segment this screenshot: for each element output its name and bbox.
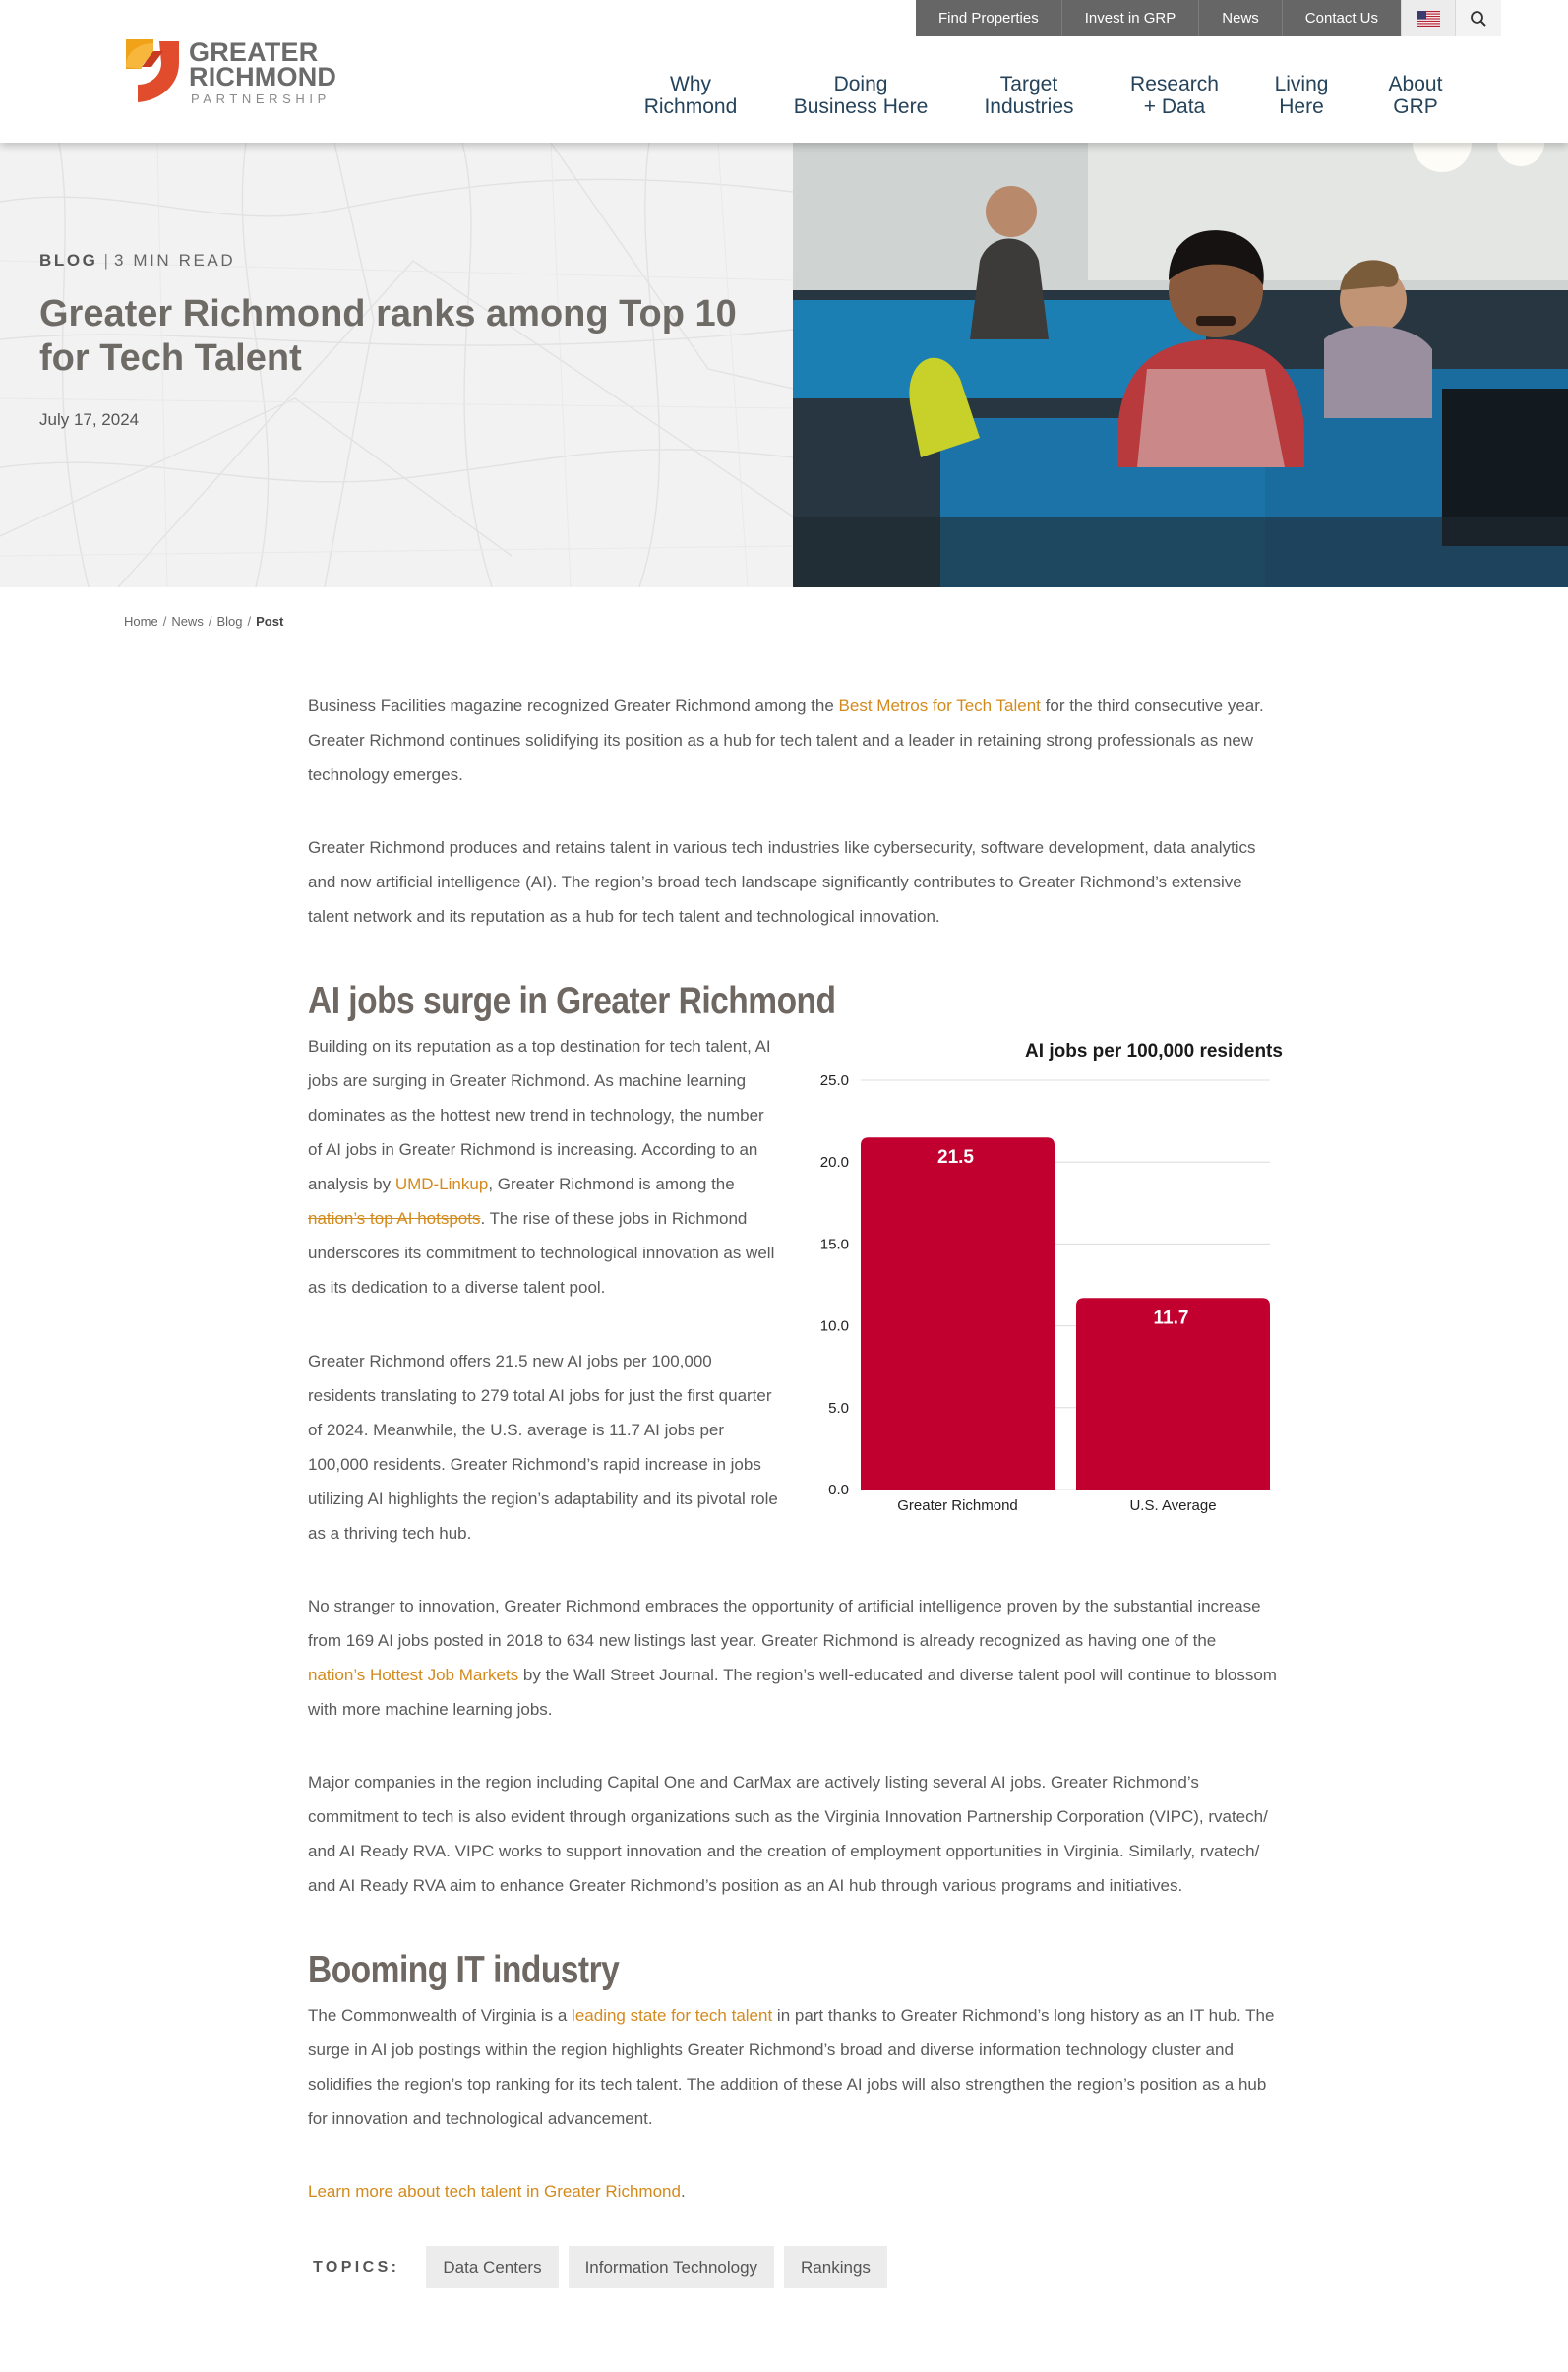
topic-chip-data-centers[interactable]: Data Centers [426, 2246, 558, 2288]
heading-ai-jobs: AI jobs surge in Greater Richmond [308, 980, 836, 1022]
breadcrumb-blog[interactable]: Blog [216, 614, 243, 629]
post-category: BLOG [39, 251, 98, 270]
hottest-job-markets-link[interactable]: nation’s Hottest Job Markets [308, 1666, 519, 1684]
topic-chip-information-technology[interactable]: Information Technology [569, 2246, 774, 2288]
logo-wordmark-line1: GREATER [189, 37, 319, 67]
hero-photo [793, 143, 1568, 587]
nav-item-target-industries[interactable]: Target Industries [984, 73, 1074, 118]
nav-item-research-data[interactable]: Research + Data [1130, 73, 1219, 118]
chart-bar [861, 1137, 1055, 1490]
nav-item-about-grp[interactable]: About GRP [1388, 73, 1443, 118]
umd-linkup-link[interactable]: UMD-Linkup [394, 1175, 489, 1193]
office-photo-illustration [793, 143, 1568, 587]
utility-link-find-properties[interactable]: Find Properties [916, 0, 1062, 36]
topics-label: TOPICS: [313, 2258, 400, 2276]
hero-eyebrow: BLOG | 3 MIN READ [39, 251, 236, 270]
page-title: Greater Richmond ranks among Top 10 for Tech Talent [39, 293, 737, 379]
logo-wordmark-line3: PARTNERSHIP [191, 91, 331, 106]
article-paragraph-3: Building on its reputation as a top destination for tech talent, AI jobs are surging in Greater Richmond. As machine learning dominates as the hottest new trend in technology, the number of AI jobs in Greater Richmond is increasing. According to an analysis by UMD-Linkup, Greater Richmond is among the nation’s top AI hotspots. The rise of these jobs in Richmond underscores its commitment to technological innovation as well as its dedication to a diverse talent pool. [308, 1037, 775, 1297]
search-button[interactable] [1455, 0, 1501, 36]
post-date: July 17, 2024 [39, 410, 140, 429]
learn-more-tech-talent-link[interactable]: Learn more about tech talent in Greater Richmond [308, 2182, 681, 2201]
article-paragraph-2: Greater Richmond produces and retains talent in various tech industries like cybersecurity, software development, data analytics and now artificial intelligence (AI). The region’s broad tech landscape significantly contributes to Greater Richmond’s extensive talent network and its reputation as a hub for tech talent and technological innovation. [308, 838, 1256, 926]
topics-bar [308, 2246, 1282, 2288]
nav-item-doing-business[interactable]: Doing Business Here [793, 73, 929, 118]
article-paragraph-6: Major companies in the region including Capital One and CarMax are actively listing several AI jobs. Greater Richmond’s commitment to tech is also evident through organizations such as the Virginia Innovation Partnership Corporation (VIPC), rvatech/ and AI Ready RVA. VIPC works to support innovation and the creation of employment opportunities in Virginia. Similarly, rvatech/ and AI Ready RVA aim to enhance Greater Richmond’s position as an AI hub through various programs and initiatives. [308, 1773, 1268, 1895]
utility-link-contact[interactable]: Contact Us [1304, 10, 1378, 27]
ai-jobs-bar-chart [800, 1029, 1292, 1531]
breadcrumb-home[interactable]: Home [124, 614, 158, 629]
article-paragraph-5: No stranger to innovation, Greater Richmond embraces the opportunity of artificial intelligence proven by the substantial increase from 169 AI jobs posted in 2018 to 634 new listings last year. Greater Richmond is already recognized as having one of the nation’s Hottest Job Markets by the Wall Street Journal. The region’s well-educated and diverse talent pool will continue to blossom with more machine learning jobs. [308, 1597, 1277, 1719]
chart-y-tick-label: 15.0 [819, 1236, 849, 1253]
chart-y-tick-label: 10.0 [819, 1317, 849, 1335]
breadcrumb-current: Post [256, 614, 284, 629]
ai-hotspots-link[interactable]: nation’s top AI hotspots [308, 1209, 481, 1228]
search-icon [1470, 10, 1487, 28]
chart-value-label: 11.7 [1153, 1308, 1189, 1329]
leading-state-link[interactable]: leading state for tech talent [572, 2006, 773, 2025]
article-body [308, 689, 1282, 2288]
best-metros-link[interactable]: Best Metros for Tech Talent [838, 697, 1041, 715]
article-paragraph-4: Greater Richmond offers 21.5 new AI jobs per 100,000 residents translating to 279 total AI jobs for just the first quarter of 2024. Meanwhile, the U.S. average is 11.7 AI jobs per 100,000 residents. Greater Richmond’s rapid increase in jobs utilizing AI highlights the region’s adaptability and its pivotal role as a thriving tech hub. [308, 1352, 778, 1543]
hero-banner [0, 143, 1568, 587]
utility-link-news[interactable]: News [1199, 0, 1283, 36]
chart-category-label: U.S. Average [1129, 1497, 1217, 1514]
heading-booming-it: Booming IT industry [308, 1949, 620, 1991]
breadcrumb: Home / News / Blog / Post [124, 614, 284, 629]
nav-item-living-here[interactable]: Living Here [1274, 73, 1329, 118]
article-paragraph-7: The Commonwealth of Virginia is a leading state for tech talent in part thanks to Greater Richmond’s long history as an IT hub. The surge in AI job postings within the region highlights Greater Richmond’s broad and diverse information technology cluster and solidifies the region’s top ranking for its tech talent. The addition of these AI jobs will also strengthen the region’s position as a hub for innovation and technological advancement. [308, 2006, 1275, 2128]
utility-links [916, 0, 1401, 36]
main-nav [0, 73, 1568, 122]
breadcrumb-news[interactable]: News [171, 614, 204, 629]
topic-chip-rankings[interactable]: Rankings [784, 2246, 887, 2288]
chart-y-tick-label: 20.0 [819, 1154, 849, 1172]
read-time: 3 MIN READ [113, 251, 236, 270]
site-header [0, 0, 1568, 143]
chart-y-tick-label: 5.0 [828, 1399, 849, 1417]
us-flag-icon [1417, 11, 1440, 27]
chart-category-label: Greater Richmond [897, 1497, 1018, 1514]
logo-wordmark-line2: RICHMOND [189, 62, 337, 91]
chart-title: AI jobs per 100,000 residents [1025, 1041, 1283, 1062]
language-selector[interactable] [1401, 0, 1455, 36]
hero-text-panel [0, 143, 793, 587]
utility-link-invest[interactable]: Invest in GRP [1062, 0, 1200, 36]
nav-item-why-richmond[interactable]: Why Richmond [643, 73, 738, 118]
article-paragraph-1: Business Facilities magazine recognized Greater Richmond among the Best Metros for Tech Talent for the third consecutive year. Greater Richmond continues solidifying its position as a hub for tech talent and a leader in retaining strong professionals as new technology emerges. [308, 697, 1264, 784]
chart-y-tick-label: 25.0 [819, 1072, 849, 1089]
article-cta: Learn more about tech talent in Greater Richmond. [308, 2182, 686, 2201]
utility-nav [916, 0, 1501, 36]
chart-y-tick-label: 0.0 [828, 1482, 849, 1498]
chart-value-label: 21.5 [937, 1147, 974, 1169]
